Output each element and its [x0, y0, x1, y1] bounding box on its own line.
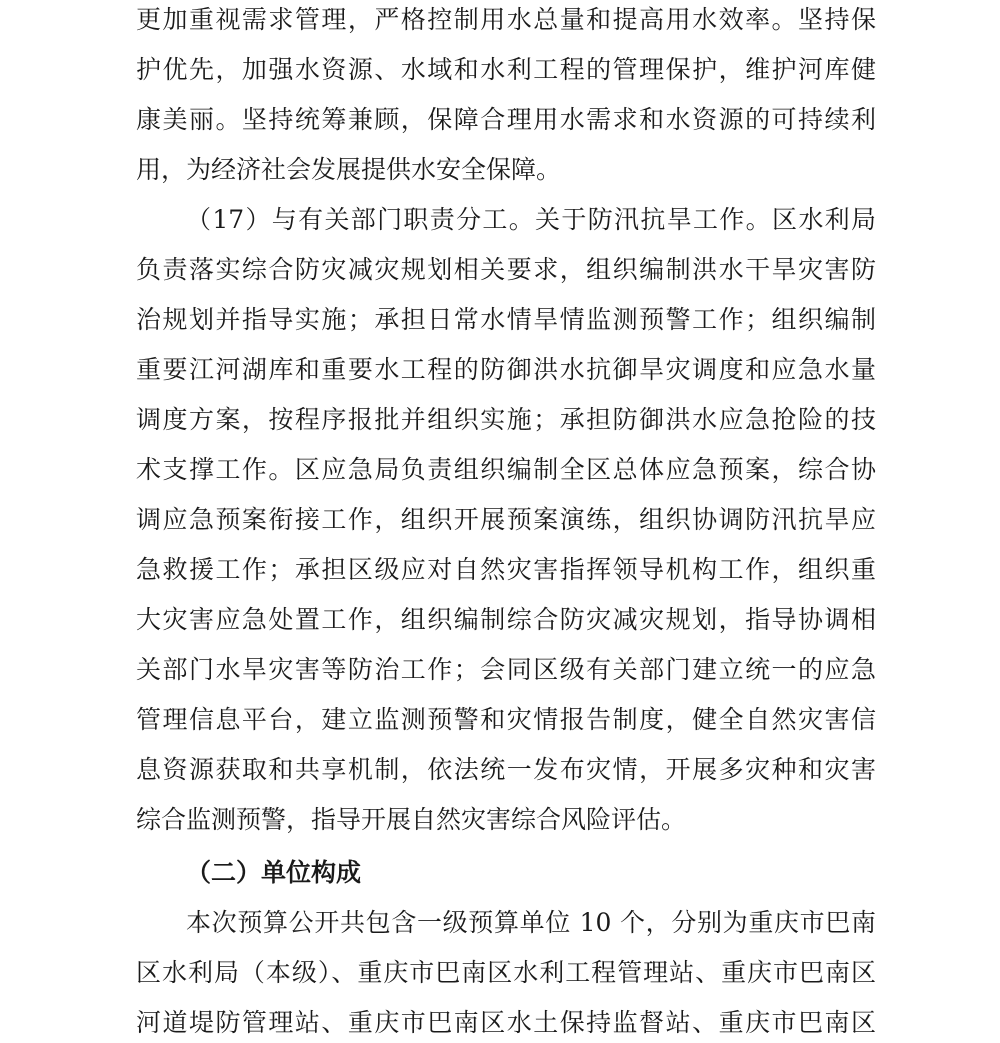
paragraph2-line-8: 急救援工作；承担区级应对自然灾害指挥领导机构工作，组织重 — [136, 555, 876, 584]
paragraph2-line-2: 负责落实综合防灾减灾规划相关要求，组织编制洪水干旱灾害防 — [136, 255, 876, 284]
paragraph2-line-12: 息资源获取和共享机制，依法统一发布灾情，开展多灾种和灾害 — [136, 755, 876, 784]
paragraph2-line-4: 重要江河湖库和重要水工程的防御洪水抗御旱灾调度和应急水量 — [136, 355, 876, 384]
paragraph2-line-6: 术支撑工作。区应急局负责组织编制全区总体应急预案，综合协 — [136, 455, 876, 484]
paragraph2-line-5: 调度方案，按程序报批并组织实施；承担防御洪水应急抢险的技 — [136, 405, 876, 434]
paragraph3-line-3: 河道堤防管理站、重庆市巴南区水土保持监督站、重庆市巴南区 — [136, 1008, 876, 1037]
section-heading: （二）单位构成 — [186, 858, 362, 887]
paragraph1-line-1: 更加重视需求管理，严格控制用水总量和提高用水效率。坚持保 — [136, 5, 876, 34]
paragraph2-line-9: 大灾害应急处置工作，组织编制综合防灾减灾规划，指导协调相 — [136, 605, 876, 634]
paragraph2-line-13: 综合监测预警，指导开展自然灾害综合风险评估。 — [136, 805, 687, 834]
paragraph1-line-3: 康美丽。坚持统筹兼顾，保障合理用水需求和水资源的可持续利 — [136, 105, 876, 134]
paragraph2-line-10: 关部门水旱灾害等防治工作；会同区级有关部门建立统一的应急 — [136, 655, 876, 684]
paragraph2-line-3: 治规划并指导实施；承担日常水情旱情监测预警工作；组织编制 — [136, 305, 876, 334]
paragraph1-line-2: 护优先，加强水资源、水域和水利工程的管理保护，维护河库健 — [136, 55, 876, 84]
paragraph2-line-7: 调应急预案衔接工作，组织开展预案演练，组织协调防汛抗旱应 — [136, 505, 876, 534]
paragraph3-line-1: 本次预算公开共包含一级预算单位 10 个，分别为重庆市巴南 — [186, 908, 876, 937]
paragraph1-line-4: 用，为经济社会发展提供水安全保障。 — [136, 155, 562, 184]
paragraph3-line-2: 区水利局（本级）、重庆市巴南区水利工程管理站、重庆市巴南区 — [136, 958, 876, 987]
paragraph2-line-11: 管理信息平台，建立监测预警和灾情报告制度，健全自然灾害信 — [136, 705, 876, 734]
paragraph2-line-1: （17）与有关部门职责分工。关于防汛抗旱工作。区水利局 — [186, 205, 876, 234]
